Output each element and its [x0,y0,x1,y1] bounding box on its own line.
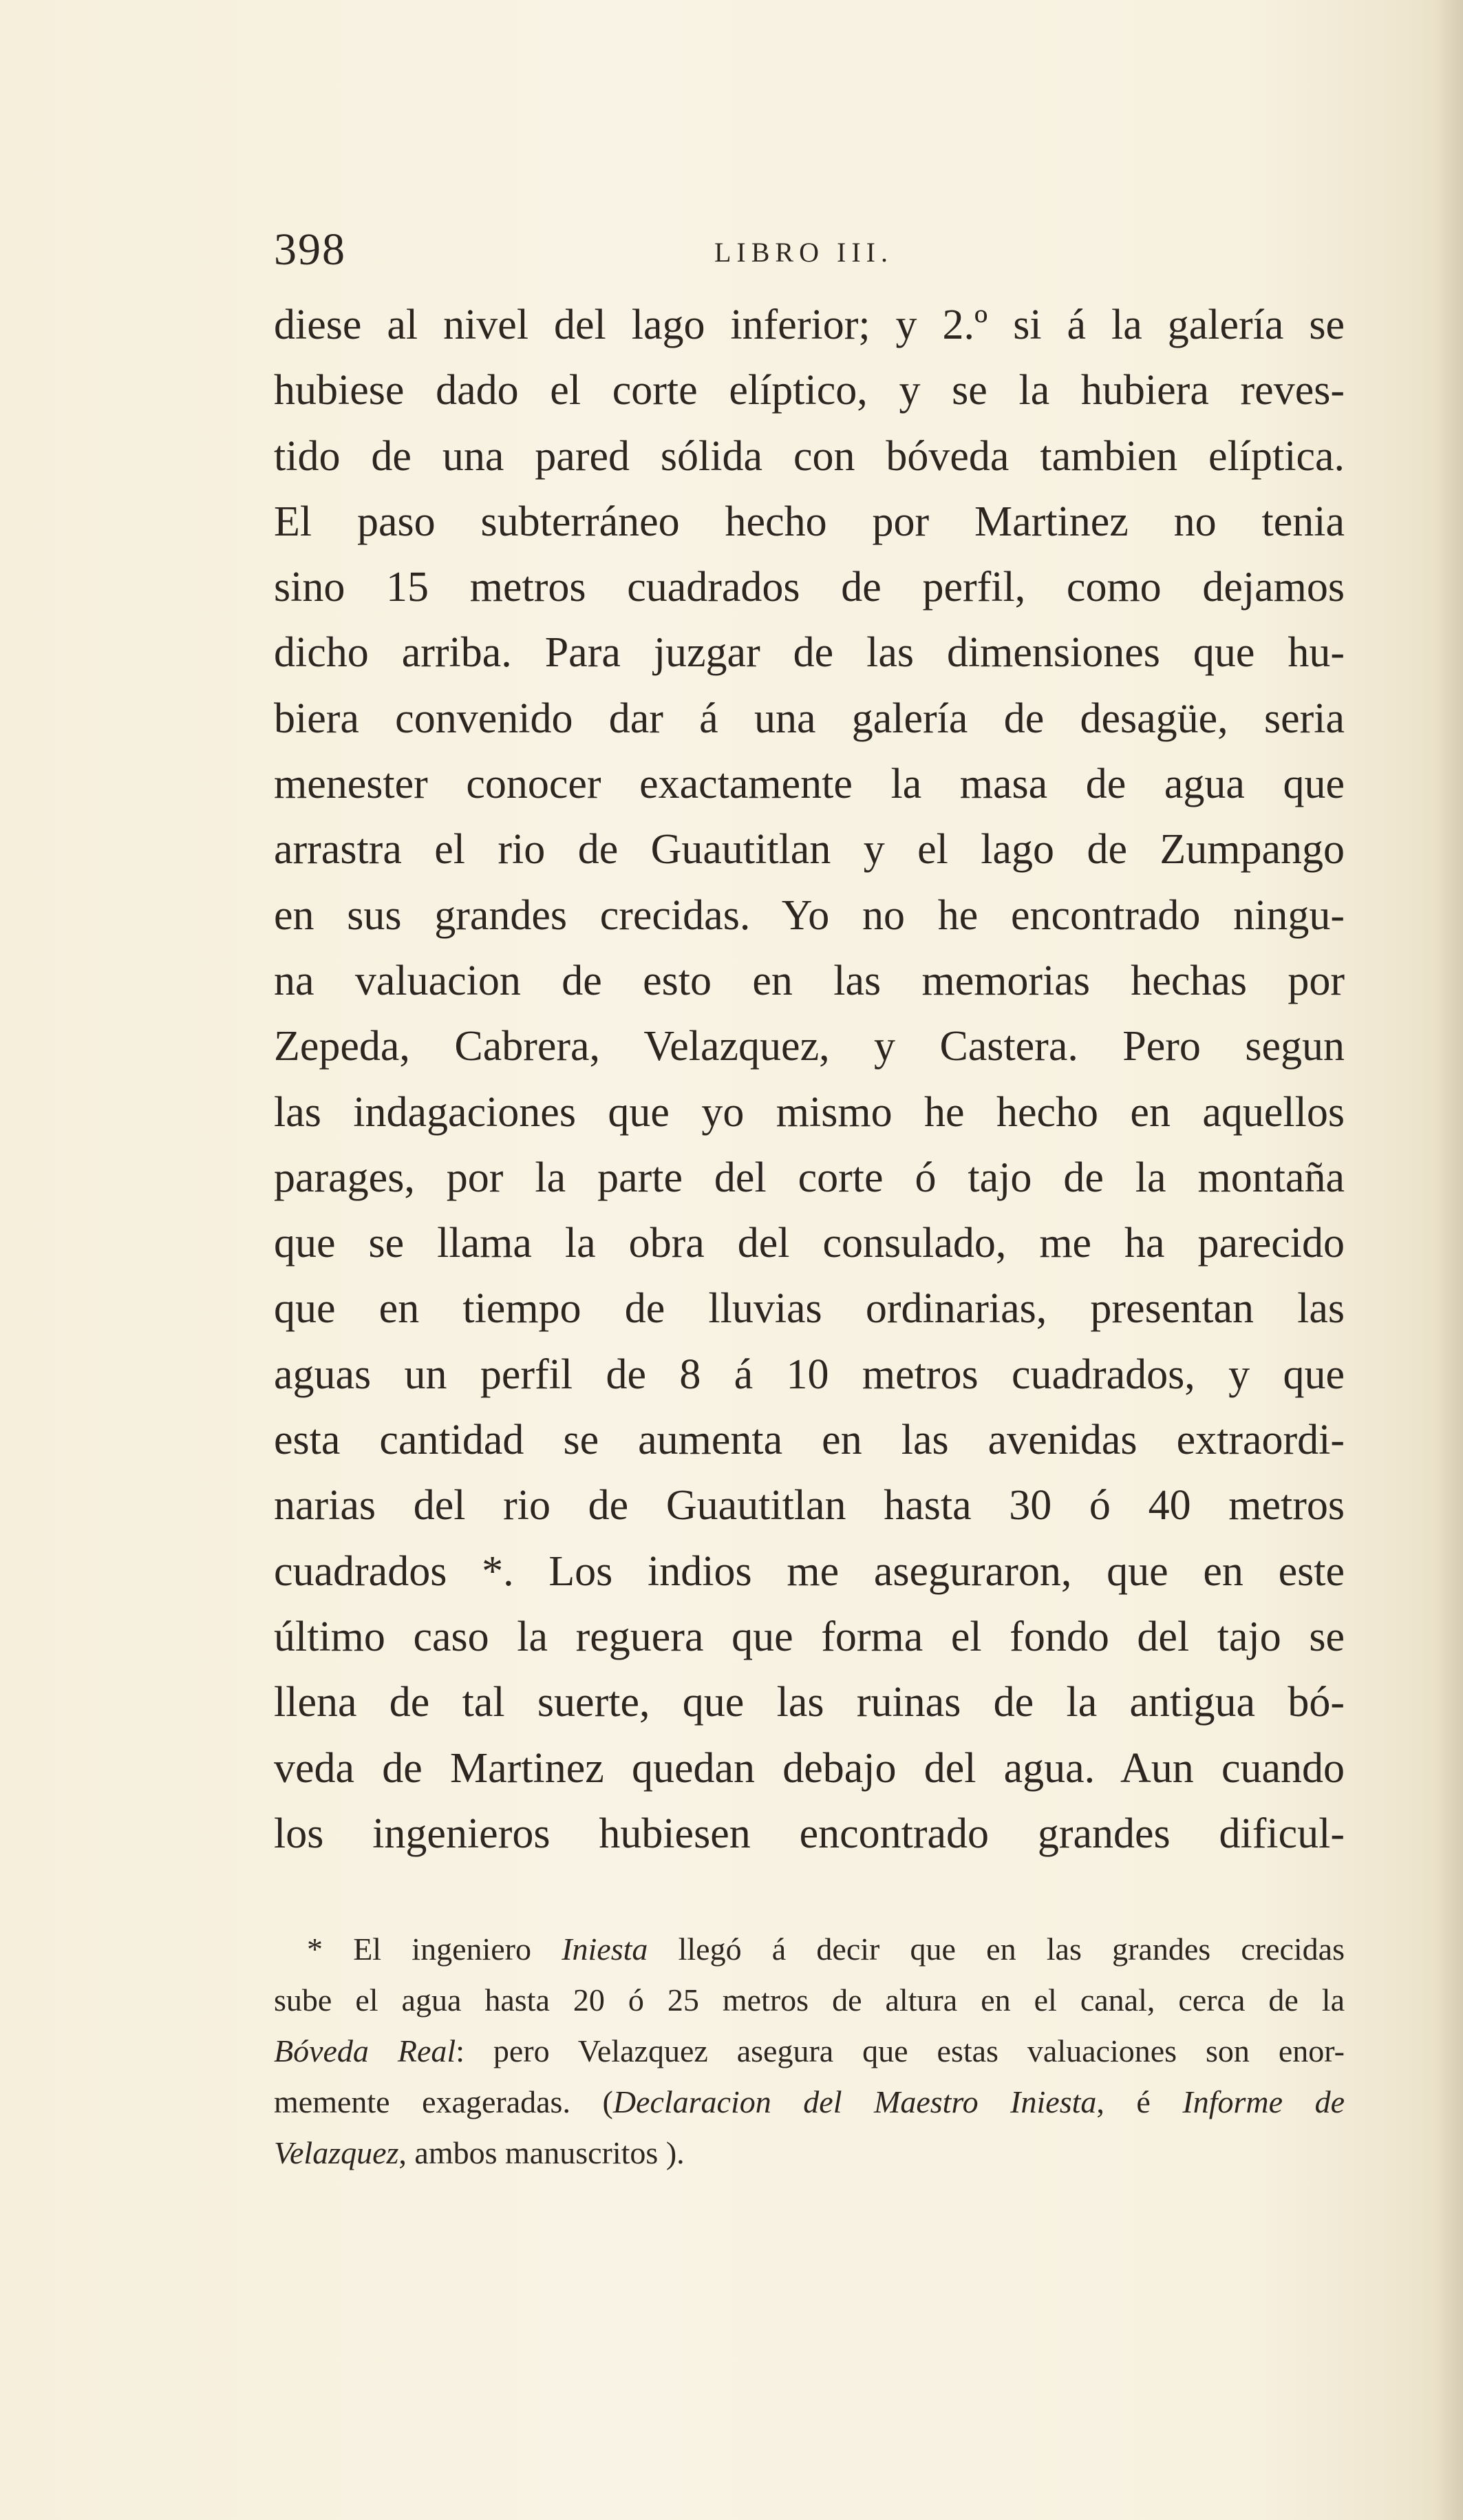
page-number: 398 [274,224,346,275]
text-line: parages, por la parte del corte ó tajo de la montaña [274,1154,1345,1201]
text-line: que se llama la obra del consulado, me ha parecido [274,1220,1345,1267]
text-line: los ingenieros hubiesen encontrado grandes dificul- [274,1810,1345,1857]
footnote-text: , ambos manuscritos ). [398,2135,685,2170]
text-line: Zepeda, Cabrera, Velazquez, y Castera. Pero segun [274,1023,1345,1070]
text-line: biera convenido dar á una galería de desagüe, seria [274,695,1345,742]
text-line: dicho arriba. Para juzgar de las dimensiones que hu- [274,629,1345,677]
text-line: arrastra el rio de Guautitlan y el lago de Zumpango [274,826,1345,873]
running-head: LIBRO III. [714,237,893,268]
footnote-line [274,2128,1345,2179]
footnote-text: * El ingeniero [307,1931,562,1967]
text-line: veda de Martinez quedan debajo del agua. Aun cuando [274,1744,1345,1792]
page-header [274,224,1345,286]
footnote-line [274,1924,1345,1975]
footnote-italic: Bóveda Real [274,2033,456,2068]
footnote-text: , é [1096,2084,1183,2119]
footnote-italic: Iniesta [562,1931,648,1967]
text-line: menester conocer exactamente la masa de agua que [274,761,1345,808]
text-line: llena de tal suerte, que las ruinas de la antigua bó- [274,1679,1345,1726]
footnote-italic: Declaracion del Maestro Iniesta [612,2084,1097,2119]
page-edge-shadow [1435,0,1463,2520]
text-line: na valuacion de esto en las memorias hechas por [274,957,1345,1004]
text-line: diese al nivel del lago inferior; y 2.º si á la galería se [274,301,1345,348]
footnote-line [274,2026,1345,2077]
text-line: en sus grandes crecidas. Yo no he encontrado ningu- [274,891,1345,939]
footnote-italic: Informe de [1182,2084,1345,2119]
text-line: aguas un perfil de 8 á 10 metros cuadrados, y que [274,1351,1345,1398]
text-line: narias del rio de Guautitlan hasta 30 ó 40 metros [274,1482,1345,1529]
footnote-line: sube el agua hasta 20 ó 25 metros de altura en el canal, cerca de la [274,1982,1345,2018]
body-text [274,293,1345,1867]
footnote-line [274,2077,1345,2128]
footnote-text: llegó á decir que en las grandes crecidas [648,1931,1345,1967]
footnote-text: : pero Velazquez asegura que estas valuaciones son enor- [456,2033,1345,2068]
text-line: último caso la reguera que forma el fondo del tajo se [274,1613,1345,1660]
footnote-text: memente exageradas. ( [274,2084,613,2119]
footnote-italic: Velazquez [274,2135,399,2170]
text-line: El paso subterráneo hecho por Martinez no tenia [274,498,1345,545]
footnote [274,1924,1345,2179]
text-line: hubiese dado el corte elíptico, y se la hubiera reves- [274,367,1345,414]
text-line: tido de una pared sólida con bóveda tambien elíptica. [274,432,1345,480]
text-line: las indagaciones que yo mismo he hecho en aquellos [274,1088,1345,1136]
text-line: que en tiempo de lluvias ordinarias, presentan las [274,1285,1345,1333]
text-line: sino 15 metros cuadrados de perfil, como dejamos [274,564,1345,611]
text-line: esta cantidad se aumenta en las avenidas extraordi- [274,1417,1345,1464]
text-line: cuadrados *. Los indios me aseguraron, que en este [274,1547,1345,1595]
